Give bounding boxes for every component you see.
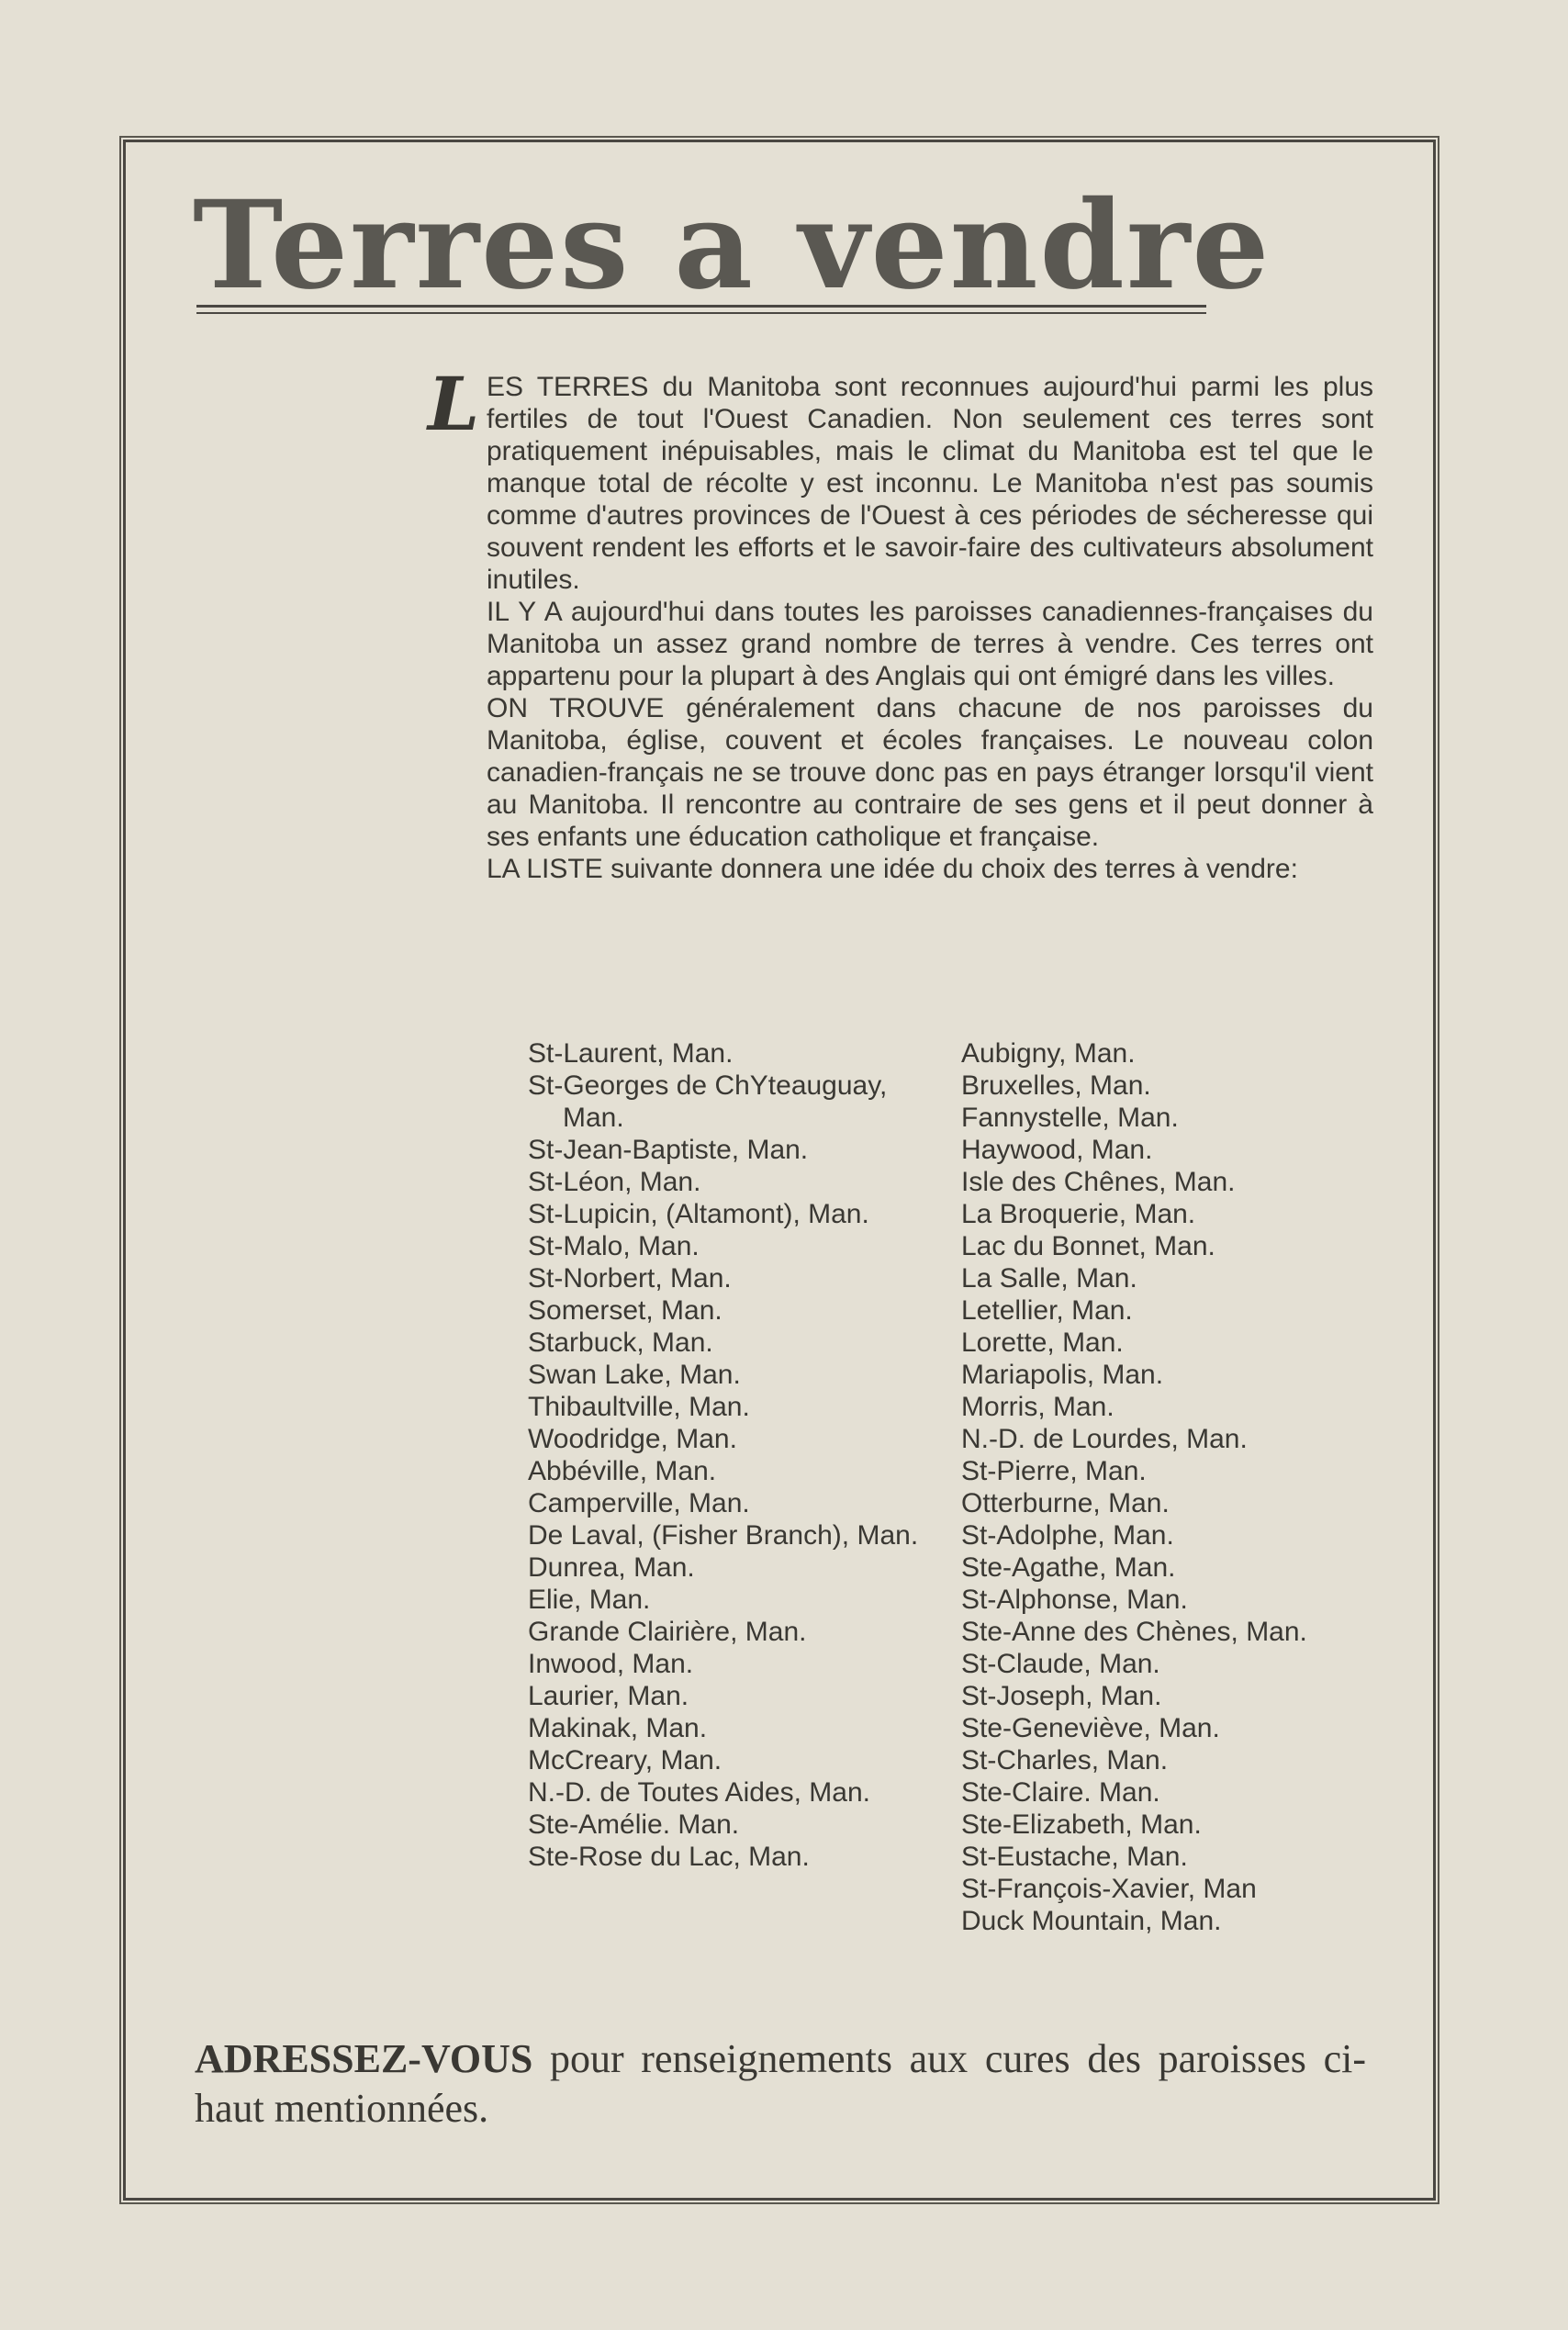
- list-item: St-Claude, Man.: [961, 1649, 1160, 1679]
- page-title: Terres a vendre: [193, 174, 1271, 317]
- list-item: Dunrea, Man.: [528, 1552, 695, 1583]
- list-item: McCreary, Man.: [528, 1745, 722, 1776]
- footer-text: pour renseignements aux cures des paroisses ci-haut mentionnées.: [195, 2036, 1366, 2131]
- list-item: Laurier, Man.: [528, 1681, 689, 1711]
- list-item: Mariapolis, Man.: [961, 1360, 1164, 1390]
- paragraph-3: ON TROUVE généralement dans chacune de nos paroisses du Manitoba, église, couvent et écoles françaises. Le nouveau colon canadien-français ne se trouve donc pas en pays étranger lorsqu'il vient au Manitoba. Il rencontre au contraire de ses gens et il peut donner à ses enfants une éducation catholique et française.: [487, 693, 1373, 852]
- list-item: Ste-Rose du Lac, Man.: [528, 1842, 810, 1872]
- drop-cap: L: [428, 361, 480, 447]
- list-item: Ste-Elizabeth, Man.: [961, 1809, 1202, 1840]
- list-item: St-Charles, Man.: [961, 1745, 1169, 1776]
- list-item: Duck Mountain, Man.: [961, 1906, 1222, 1936]
- list-item: Lac du Bonnet, Man.: [961, 1231, 1215, 1261]
- list-item: La Broquerie, Man.: [961, 1199, 1196, 1229]
- intro-text: [487, 371, 1373, 885]
- list-item: Inwood, Man.: [528, 1649, 694, 1679]
- list-item: St-Adolphe, Man.: [961, 1520, 1174, 1551]
- list-item: Somerset, Man.: [528, 1295, 722, 1326]
- list-item: St-Alphonse, Man.: [961, 1585, 1188, 1615]
- list-item: Letellier, Man.: [961, 1295, 1133, 1326]
- title-underline: [196, 305, 1206, 314]
- list-item: Lorette, Man.: [961, 1327, 1124, 1358]
- list-item: Bruxelles, Man.: [961, 1070, 1151, 1101]
- list-item: Isle des Chênes, Man.: [961, 1167, 1236, 1197]
- list-item: De Laval, (Fisher Branch), Man.: [528, 1520, 919, 1551]
- list-item: Grande Clairière, Man.: [528, 1617, 807, 1647]
- list-item: Morris, Man.: [961, 1392, 1114, 1422]
- list-item: St-François-Xavier, Man: [961, 1874, 1257, 1904]
- list-item: Elie, Man.: [528, 1585, 651, 1615]
- list-item: Makinak, Man.: [528, 1713, 708, 1743]
- list-item: La Salle, Man.: [961, 1263, 1137, 1294]
- parish-list-right: [961, 1037, 1365, 1937]
- list-item: Camperville, Man.: [528, 1488, 750, 1518]
- list-item: St-Léon, Man.: [528, 1167, 701, 1197]
- paragraph-2: IL Y A aujourd'hui dans toutes les paroisses canadiennes-françaises du Manitoba un assez grand nombre de terres à vendre. Ces terres ont appartenu pour la plupart à des Anglais qui ont émigré dans les villes.: [487, 597, 1373, 691]
- list-item: Aubigny, Man.: [961, 1038, 1136, 1069]
- list-item: Ste-Geneviève, Man.: [961, 1713, 1220, 1743]
- list-item: St-Pierre, Man.: [961, 1456, 1147, 1486]
- list-item: Ste-Agathe, Man.: [961, 1552, 1176, 1583]
- list-item: N.-D. de Toutes Aides, Man.: [528, 1777, 870, 1808]
- list-item: Thibaultville, Man.: [528, 1392, 750, 1422]
- list-item: N.-D. de Lourdes, Man.: [961, 1424, 1248, 1454]
- list-item: Haywood, Man.: [961, 1135, 1153, 1165]
- list-item: Abbéville, Man.: [528, 1456, 717, 1486]
- footer-notice: [195, 2034, 1366, 2134]
- list-item: St-Lupicin, (Altamont), Man.: [528, 1199, 869, 1229]
- list-item: St-Georges de ChYteauguay, Man.: [528, 1070, 888, 1133]
- list-item: St-Laurent, Man.: [528, 1038, 734, 1069]
- list-item: Swan Lake, Man.: [528, 1360, 741, 1390]
- footer-lead: ADRESSEZ-VOUS: [195, 2036, 533, 2081]
- list-item: Woodridge, Man.: [528, 1424, 737, 1454]
- paragraph-1: ES TERRES du Manitoba sont reconnues aujourd'hui parmi les plus fertiles de tout l'Ouest Canadien. Non seulement ces terres sont pratiquement inépuisables, mais le climat du Manitoba est tel que le manque total de récolte y est inconnu. Le Manitoba n'est pas soumis comme d'autres provinces de l'Ouest à ces périodes de sécheresse qui souvent rendent les efforts et le savoir-faire des cultivateurs absolument inutiles.: [487, 372, 1373, 595]
- list-item: Ste-Claire. Man.: [961, 1777, 1160, 1808]
- list-item: St-Norbert, Man.: [528, 1263, 732, 1294]
- list-item: St-Jean-Baptiste, Man.: [528, 1135, 809, 1165]
- list-item: Ste-Anne des Chènes, Man.: [961, 1617, 1307, 1647]
- list-item: St-Eustache, Man.: [961, 1842, 1188, 1872]
- list-item: Fannystelle, Man.: [961, 1103, 1179, 1133]
- list-item: St-Malo, Man.: [528, 1231, 700, 1261]
- list-item: St-Joseph, Man.: [961, 1681, 1162, 1711]
- list-item: Ste-Amélie. Man.: [528, 1809, 740, 1840]
- paragraph-4: LA LISTE suivante donnera une idée du choix des terres à vendre:: [487, 854, 1298, 884]
- list-item: Starbuck, Man.: [528, 1327, 713, 1358]
- parish-list-left: [528, 1037, 932, 1873]
- list-item: Otterburne, Man.: [961, 1488, 1170, 1518]
